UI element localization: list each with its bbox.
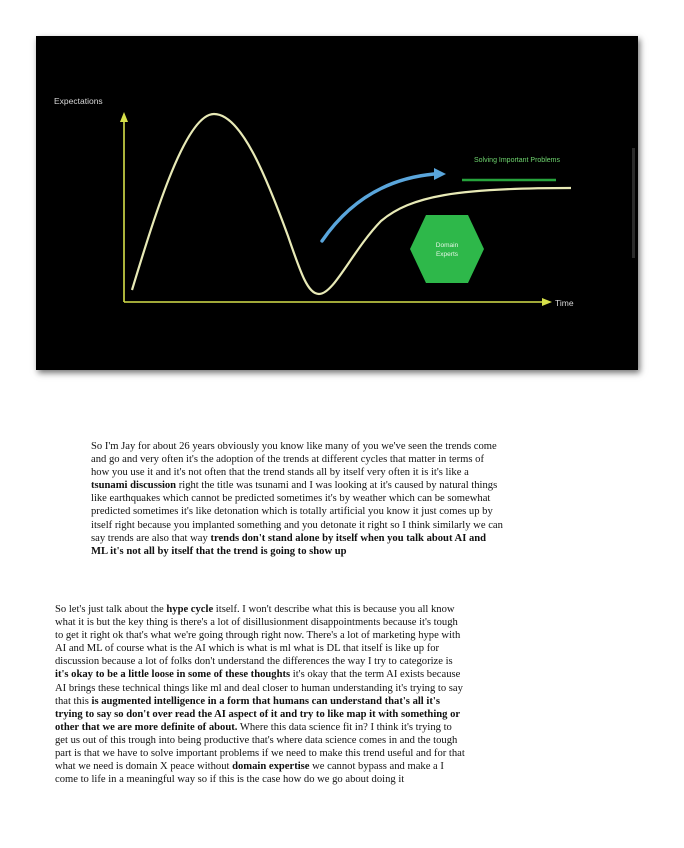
bold-phrase: trying to say so don't over read the AI aspect of it and try to like map it with something or <box>55 708 461 720</box>
paragraph-intro-line <box>91 519 503 532</box>
text-run: what we need is domain X peace without <box>55 761 233 773</box>
paragraph-hype-cycle-line <box>55 708 465 721</box>
text-run: it's okay that the term AI exists because <box>290 669 461 681</box>
paragraph-hype-cycle-line <box>55 695 465 708</box>
text-run: like earthquakes which cannot be predicted sometimes it's by weather which can be somewhat <box>91 493 491 505</box>
text-run: that this <box>55 695 92 707</box>
text-run: discussion because a lot of folks don't understand the differences the way I try to categorize is <box>55 656 453 668</box>
paragraph-hype-cycle-line <box>55 760 465 773</box>
paragraph-intro-line <box>91 479 503 492</box>
paragraph-hype-cycle-line <box>55 629 465 642</box>
text-run: we cannot bypass and make a I <box>309 761 444 773</box>
text-run: how you use it and it's not often that the trend stands all by itself very often it is it's like a <box>91 467 469 479</box>
progress-arrow <box>322 174 434 241</box>
paragraph-hype-cycle <box>55 603 465 786</box>
text-run: Where this data science fit in? I think it's trying to <box>237 721 452 733</box>
bold-phrase: hype cycle <box>166 604 214 615</box>
domain-experts-label-line1: Domain <box>435 242 459 249</box>
text-run: itself right because you implanted something and you detonate it right so I think similarly we can <box>91 519 503 531</box>
paragraph-hype-cycle-line <box>55 682 465 695</box>
bold-phrase: ML it's not all by itself that the trend is going to show up <box>91 545 347 557</box>
paragraph-intro-line <box>91 532 503 545</box>
text-run: and go and very often it's the adoption of the trends at different cycles that matter in terms of <box>91 454 484 466</box>
bold-phrase: other that we are more definite of about. <box>55 721 238 733</box>
domain-experts-label-line2: Experts <box>435 251 459 258</box>
paragraph-hype-cycle-line <box>55 616 465 629</box>
text-run: come to life in a meaningful way so if this is the case how do we go about doing it <box>55 774 405 786</box>
text-run: right the title was tsunami and I was looking at it's caused by natural things <box>176 480 498 492</box>
bold-phrase: tsunami discussion <box>91 480 177 492</box>
text-run: So let's just talk about the <box>55 604 167 615</box>
paragraph-intro-line <box>91 466 503 479</box>
hype-cycle-diagram <box>36 36 638 370</box>
text-run: to get it right ok that's what we're going through right now. There's a lot of marketing hype with <box>55 630 461 642</box>
solving-problems-label: Solving Important Problems <box>474 157 560 164</box>
text-run: So I'm Jay for about 26 years obviously you know like many of you we've seen the trends come <box>91 441 497 452</box>
paragraph-intro-line <box>91 453 503 466</box>
text-run: get us out of this trough into being productive that's where data science comes in and the tough <box>55 734 458 746</box>
x-axis-arrowhead <box>542 298 552 306</box>
bold-phrase: domain expertise <box>232 761 310 773</box>
y-axis-label: Expectations <box>54 96 103 106</box>
paragraph-hype-cycle-line <box>55 655 465 668</box>
paragraph-intro-line <box>91 492 503 505</box>
bold-phrase: is augmented intelligence in a form that humans can understand that's all it's <box>91 695 440 707</box>
progress-arrowhead <box>434 168 446 180</box>
paragraph-hype-cycle-line <box>55 642 465 655</box>
text-run: say trends are also that way <box>91 532 211 544</box>
text-run: predicted sometimes it's like detonation which is totally artificial you know it just comes up by <box>91 506 493 518</box>
text-run: what it is but the key thing is there's a lot of disillusionment disappointments because it's tough <box>55 617 458 629</box>
hype-cycle-curve <box>132 114 571 294</box>
x-axis-label: Time <box>555 298 574 308</box>
paragraph-intro-line <box>91 440 503 453</box>
y-axis-arrowhead <box>120 112 128 122</box>
domain-experts-hexagon <box>410 215 484 283</box>
paragraph-hype-cycle-line <box>55 734 465 747</box>
text-run: itself. I won't describe what this is because you all know <box>213 604 455 615</box>
paragraph-hype-cycle-line <box>55 773 465 786</box>
hype-cycle-slide <box>36 36 638 370</box>
text-run: AI and ML of course what is the AI which is what is ml what is DL that itself is like up for <box>55 643 440 655</box>
paragraph-intro-line <box>91 505 503 518</box>
paragraph-hype-cycle-line <box>55 603 465 616</box>
text-run: part is that we have to solve important problems if we need to make this trend useful and for that <box>55 748 465 760</box>
bold-phrase: it's okay to be a little loose in some of these thoughts <box>55 669 291 681</box>
paragraph-intro-line <box>91 545 503 558</box>
paragraph-hype-cycle-line <box>55 668 465 681</box>
text-run: AI brings these technical things like ml and deal closer to human understanding it's trying to say <box>55 682 463 694</box>
paragraph-intro <box>91 440 503 558</box>
paragraph-hype-cycle-line <box>55 721 465 734</box>
bold-phrase: trends don't stand alone by itself when you talk about AI and <box>210 532 487 544</box>
slide-edge-marker <box>632 148 635 258</box>
paragraph-hype-cycle-line <box>55 747 465 760</box>
